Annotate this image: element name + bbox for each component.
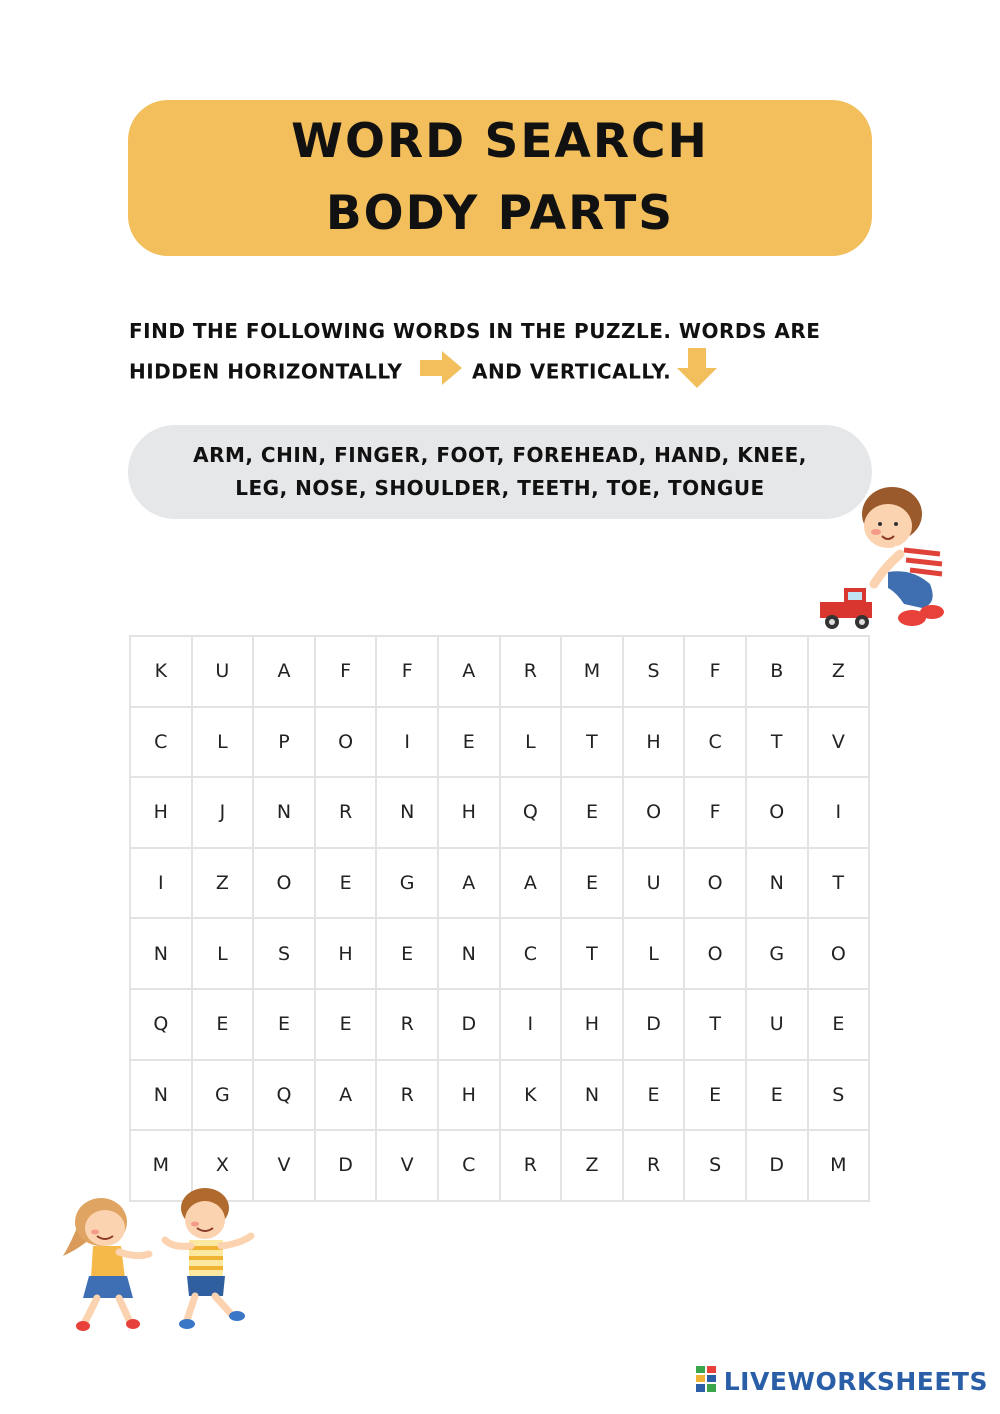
- word-search-grid: [129, 635, 870, 1202]
- grid-cell[interactable]: E: [193, 990, 255, 1061]
- grid-cell[interactable]: R: [377, 990, 439, 1061]
- grid-cell[interactable]: R: [377, 1061, 439, 1132]
- grid-cell[interactable]: U: [193, 637, 255, 708]
- grid-cell[interactable]: V: [254, 1131, 316, 1202]
- grid-cell[interactable]: A: [439, 637, 501, 708]
- grid-cell[interactable]: E: [254, 990, 316, 1061]
- grid-cell[interactable]: A: [439, 849, 501, 920]
- grid-cell[interactable]: Z: [562, 1131, 624, 1202]
- grid-cell[interactable]: T: [562, 708, 624, 779]
- grid-cell[interactable]: T: [562, 919, 624, 990]
- grid-cell[interactable]: B: [747, 637, 809, 708]
- grid-cell[interactable]: E: [624, 1061, 686, 1132]
- arrow-down-icon: [677, 348, 717, 398]
- grid-cell[interactable]: O: [809, 919, 871, 990]
- grid-cell[interactable]: I: [501, 990, 563, 1061]
- grid-cell[interactable]: N: [377, 778, 439, 849]
- title-line-1: WORD SEARCH: [291, 114, 709, 169]
- grid-cell[interactable]: D: [747, 1131, 809, 1202]
- grid-cell[interactable]: S: [624, 637, 686, 708]
- grid-cell[interactable]: X: [193, 1131, 255, 1202]
- grid-cell[interactable]: E: [685, 1061, 747, 1132]
- instructions: [129, 314, 889, 398]
- grid-cell[interactable]: E: [439, 708, 501, 779]
- boy-with-truck-illustration: [812, 484, 952, 638]
- grid-cell[interactable]: H: [562, 990, 624, 1061]
- grid-cell[interactable]: C: [685, 708, 747, 779]
- grid-cell[interactable]: L: [193, 708, 255, 779]
- grid-cell[interactable]: N: [131, 1061, 193, 1132]
- grid-cell[interactable]: Z: [193, 849, 255, 920]
- running-kids-illustration: [55, 1186, 265, 1340]
- grid-cell[interactable]: C: [131, 708, 193, 779]
- grid-cell[interactable]: D: [439, 990, 501, 1061]
- grid-cell[interactable]: F: [377, 637, 439, 708]
- grid-cell[interactable]: Q: [254, 1061, 316, 1132]
- grid-cell[interactable]: N: [254, 778, 316, 849]
- grid-cell[interactable]: C: [439, 1131, 501, 1202]
- grid-cell[interactable]: R: [501, 1131, 563, 1202]
- word-list-line-1: ARM, CHIN, FINGER, FOOT, FOREHEAD, HAND, KNEE,: [193, 443, 807, 467]
- instructions-line-2: [129, 348, 889, 398]
- grid-cell[interactable]: U: [624, 849, 686, 920]
- grid-cell[interactable]: A: [316, 1061, 378, 1132]
- footer-logo: [696, 1366, 988, 1396]
- instructions-line-1: FIND THE FOLLOWING WORDS IN THE PUZZLE. WORDS ARE: [129, 319, 821, 343]
- grid-cell[interactable]: O: [254, 849, 316, 920]
- grid-cell[interactable]: K: [131, 637, 193, 708]
- grid-cell[interactable]: H: [624, 708, 686, 779]
- grid-cell[interactable]: L: [624, 919, 686, 990]
- grid-cell[interactable]: H: [439, 778, 501, 849]
- grid-cell[interactable]: E: [316, 990, 378, 1061]
- instructions-vertical-text: AND VERTICALLY.: [471, 359, 672, 384]
- word-list-line-2: LEG, NOSE, SHOULDER, TEETH, TOE, TONGUE: [235, 476, 765, 500]
- grid-cell[interactable]: T: [809, 849, 871, 920]
- grid-cell[interactable]: F: [685, 778, 747, 849]
- grid-cell[interactable]: M: [562, 637, 624, 708]
- grid-cell[interactable]: G: [377, 849, 439, 920]
- grid-cell[interactable]: T: [747, 708, 809, 779]
- grid-cell[interactable]: N: [747, 849, 809, 920]
- footer-brand: LIVEWORKSHEETS: [723, 1366, 988, 1396]
- grid-cell[interactable]: H: [439, 1061, 501, 1132]
- word-list-box: [128, 425, 872, 519]
- grid-cell[interactable]: S: [254, 919, 316, 990]
- grid-cell[interactable]: O: [316, 708, 378, 779]
- grid-cell[interactable]: Q: [131, 990, 193, 1061]
- grid-cell[interactable]: V: [809, 708, 871, 779]
- grid-cell[interactable]: O: [685, 849, 747, 920]
- grid-cell[interactable]: E: [809, 990, 871, 1061]
- grid-cell[interactable]: R: [501, 637, 563, 708]
- grid-cell[interactable]: H: [316, 919, 378, 990]
- grid-cell[interactable]: K: [501, 1061, 563, 1132]
- grid-cell[interactable]: F: [685, 637, 747, 708]
- grid-cell[interactable]: R: [316, 778, 378, 849]
- grid-cell[interactable]: P: [254, 708, 316, 779]
- arrow-right-icon: [420, 351, 462, 395]
- grid-cell[interactable]: I: [131, 849, 193, 920]
- grid-cell[interactable]: E: [562, 778, 624, 849]
- grid-cell[interactable]: Q: [501, 778, 563, 849]
- instructions-horizontal-text: HIDDEN HORIZONTALLY: [129, 359, 403, 384]
- grid-cell[interactable]: H: [131, 778, 193, 849]
- grid-cell[interactable]: M: [131, 1131, 193, 1202]
- grid-cell[interactable]: I: [809, 778, 871, 849]
- grid-cell[interactable]: O: [624, 778, 686, 849]
- grid-cell[interactable]: O: [685, 919, 747, 990]
- grid-cell[interactable]: Z: [809, 637, 871, 708]
- grid-cell[interactable]: L: [193, 919, 255, 990]
- grid-cell[interactable]: E: [562, 849, 624, 920]
- grid-cell[interactable]: N: [562, 1061, 624, 1132]
- liveworksheets-logo-icon: [696, 1366, 718, 1396]
- title-banner: [128, 100, 872, 256]
- grid-cell[interactable]: J: [193, 778, 255, 849]
- grid-cell[interactable]: A: [501, 849, 563, 920]
- grid-cell[interactable]: T: [685, 990, 747, 1061]
- grid-cell[interactable]: U: [747, 990, 809, 1061]
- grid-cell[interactable]: C: [501, 919, 563, 990]
- grid-cell[interactable]: A: [254, 637, 316, 708]
- grid-cell[interactable]: I: [377, 708, 439, 779]
- grid-cell[interactable]: E: [747, 1061, 809, 1132]
- grid-cell[interactable]: G: [193, 1061, 255, 1132]
- grid-cell[interactable]: D: [624, 990, 686, 1061]
- grid-cell[interactable]: F: [316, 637, 378, 708]
- grid-cell[interactable]: V: [377, 1131, 439, 1202]
- grid-cell[interactable]: N: [439, 919, 501, 990]
- grid-cell[interactable]: L: [501, 708, 563, 779]
- grid-cell[interactable]: E: [316, 849, 378, 920]
- title-line-2: BODY PARTS: [325, 186, 675, 241]
- grid-cell[interactable]: G: [747, 919, 809, 990]
- grid-cell[interactable]: R: [624, 1131, 686, 1202]
- grid-cell[interactable]: M: [809, 1131, 871, 1202]
- grid-cell[interactable]: S: [685, 1131, 747, 1202]
- grid-cell[interactable]: D: [316, 1131, 378, 1202]
- grid-cell[interactable]: N: [131, 919, 193, 990]
- grid-cell[interactable]: E: [377, 919, 439, 990]
- grid-cell[interactable]: O: [747, 778, 809, 849]
- grid-cell[interactable]: S: [809, 1061, 871, 1132]
